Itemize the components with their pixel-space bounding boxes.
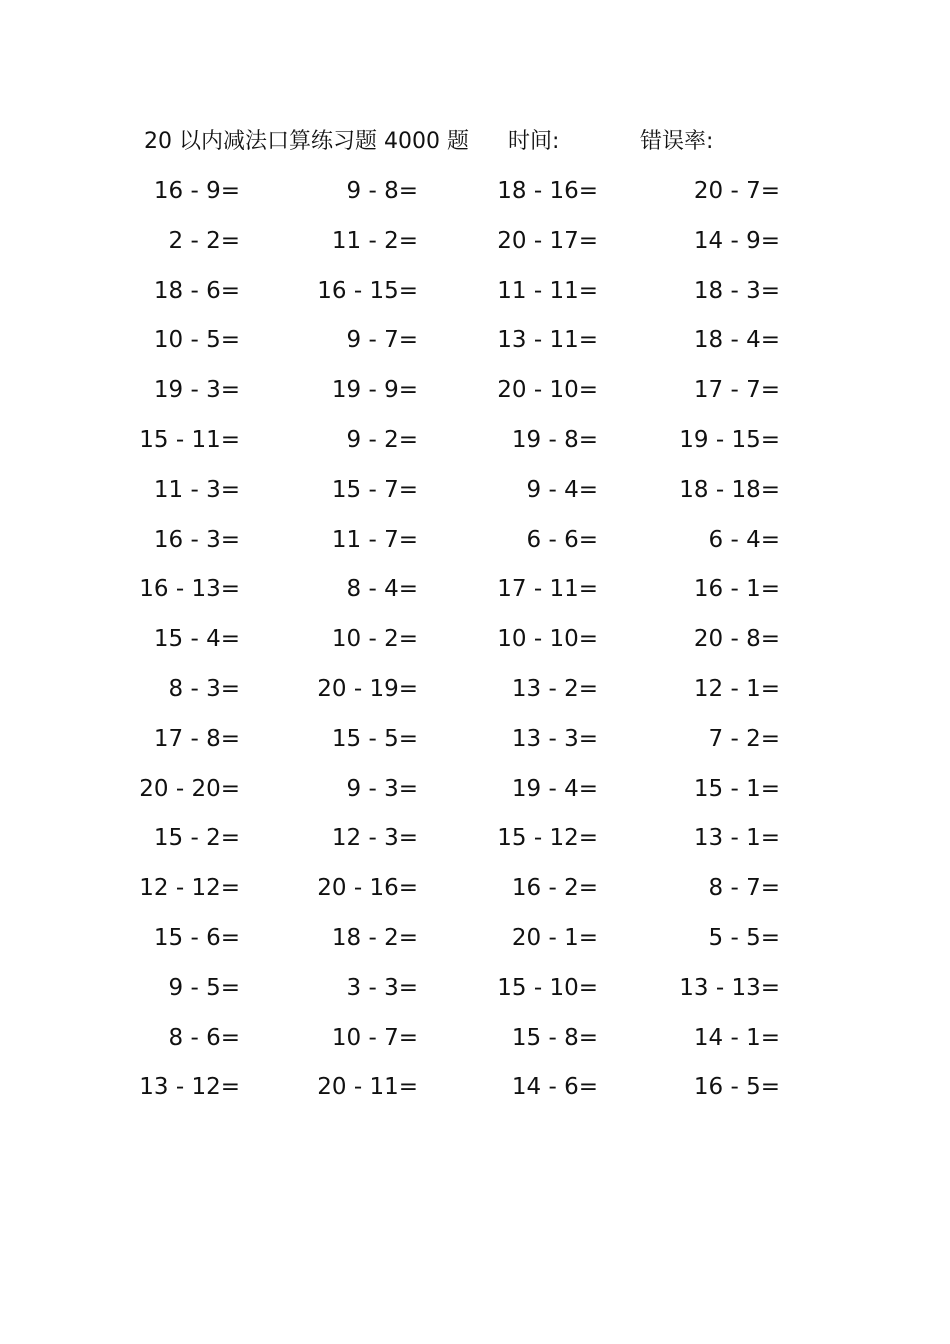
problem-item: 20 - 17=	[497, 227, 598, 254]
problem-item: 20 - 8=	[693, 626, 780, 653]
problem-item: 19 - 3=	[153, 377, 240, 404]
problem-grid	[0, 174, 950, 1120]
problem-item: 18 - 4=	[693, 327, 780, 354]
problem-item: 16 - 5=	[693, 1074, 780, 1101]
problem-item: 2 - 2=	[168, 227, 240, 254]
problem-item: 17 - 8=	[153, 725, 240, 752]
problem-item: 9 - 4=	[526, 476, 598, 503]
problem-row	[0, 174, 950, 224]
problem-item: 8 - 4=	[346, 576, 418, 603]
problem-item: 18 - 6=	[153, 277, 240, 304]
problem-item: 15 - 12=	[497, 825, 598, 852]
problem-row	[0, 722, 950, 772]
problem-item: 13 - 2=	[511, 675, 598, 702]
problem-item: 15 - 4=	[153, 626, 240, 653]
problem-row	[0, 523, 950, 573]
problem-item: 20 - 16=	[317, 875, 418, 902]
problem-item: 19 - 9=	[331, 377, 418, 404]
problem-item: 11 - 11=	[497, 277, 598, 304]
problem-row	[0, 1021, 950, 1071]
problem-item: 16 - 13=	[139, 576, 240, 603]
time-label: 时间:	[508, 129, 560, 154]
problem-row	[0, 971, 950, 1021]
problem-item: 16 - 9=	[153, 178, 240, 204]
problem-item: 18 - 2=	[331, 924, 418, 951]
problem-row	[0, 323, 950, 373]
problem-item: 11 - 2=	[331, 227, 418, 254]
problem-item: 15 - 2=	[153, 825, 240, 852]
problem-item: 18 - 16=	[497, 178, 598, 204]
problem-item: 9 - 7=	[346, 327, 418, 354]
problem-row	[0, 622, 950, 672]
problem-item: 14 - 6=	[511, 1074, 598, 1101]
problem-item: 5 - 5=	[708, 924, 780, 951]
problem-item: 15 - 1=	[693, 775, 780, 802]
problem-item: 13 - 13=	[679, 974, 780, 1001]
problem-item: 15 - 7=	[331, 476, 418, 503]
problem-item: 6 - 4=	[708, 526, 780, 553]
problem-row	[0, 871, 950, 921]
problem-row	[0, 572, 950, 622]
problem-item: 16 - 2=	[511, 875, 598, 902]
problem-item: 20 - 7=	[693, 178, 780, 204]
problem-row	[0, 1070, 950, 1120]
problem-item: 20 - 20=	[139, 775, 240, 802]
problem-item: 16 - 3=	[153, 526, 240, 553]
problem-item: 19 - 8=	[511, 426, 598, 453]
problem-row	[0, 672, 950, 722]
problem-row	[0, 274, 950, 324]
problem-item: 18 - 3=	[693, 277, 780, 304]
problem-item: 19 - 15=	[679, 426, 780, 453]
problem-item: 14 - 1=	[693, 1024, 780, 1051]
problem-item: 19 - 4=	[511, 775, 598, 802]
problem-item: 15 - 6=	[153, 924, 240, 951]
problem-item: 13 - 1=	[693, 825, 780, 852]
problem-row	[0, 821, 950, 871]
problem-item: 15 - 5=	[331, 725, 418, 752]
problem-item: 9 - 3=	[346, 775, 418, 802]
problem-item: 9 - 2=	[346, 426, 418, 453]
error-rate-label: 错误率:	[640, 129, 714, 154]
problem-item: 13 - 12=	[139, 1074, 240, 1101]
problem-item: 20 - 19=	[317, 675, 418, 702]
problem-item: 9 - 5=	[168, 974, 240, 1001]
problem-item: 7 - 2=	[708, 725, 780, 752]
problem-item: 9 - 8=	[346, 178, 418, 204]
problem-item: 16 - 1=	[693, 576, 780, 603]
problem-item: 15 - 10=	[497, 974, 598, 1001]
problem-item: 8 - 7=	[708, 875, 780, 902]
problem-item: 10 - 10=	[497, 626, 598, 653]
problem-item: 11 - 7=	[331, 526, 418, 553]
problem-row	[0, 473, 950, 523]
problem-item: 17 - 11=	[497, 576, 598, 603]
problem-item: 16 - 15=	[317, 277, 418, 304]
problem-item: 12 - 12=	[139, 875, 240, 902]
problem-item: 20 - 1=	[511, 924, 598, 951]
worksheet-header	[144, 125, 844, 159]
problem-item: 8 - 3=	[168, 675, 240, 702]
problem-item: 10 - 7=	[331, 1024, 418, 1051]
problem-row	[0, 921, 950, 971]
problem-row	[0, 423, 950, 473]
problem-item: 11 - 3=	[153, 476, 240, 503]
problem-item: 13 - 11=	[497, 327, 598, 354]
worksheet-title: 20 以内减法口算练习题 4000 题	[144, 129, 469, 154]
problem-row	[0, 373, 950, 423]
problem-row	[0, 772, 950, 822]
problem-item: 12 - 1=	[693, 675, 780, 702]
problem-item: 14 - 9=	[693, 227, 780, 254]
problem-item: 6 - 6=	[526, 526, 598, 553]
problem-row	[0, 224, 950, 274]
problem-item: 10 - 5=	[153, 327, 240, 354]
problem-item: 15 - 11=	[139, 426, 240, 453]
problem-item: 3 - 3=	[346, 974, 418, 1001]
problem-item: 18 - 18=	[679, 476, 780, 503]
problem-item: 17 - 7=	[693, 377, 780, 404]
problem-item: 15 - 8=	[511, 1024, 598, 1051]
problem-item: 20 - 10=	[497, 377, 598, 404]
problem-item: 12 - 3=	[331, 825, 418, 852]
problem-item: 10 - 2=	[331, 626, 418, 653]
problem-item: 20 - 11=	[317, 1074, 418, 1101]
problem-item: 8 - 6=	[168, 1024, 240, 1051]
problem-item: 13 - 3=	[511, 725, 598, 752]
